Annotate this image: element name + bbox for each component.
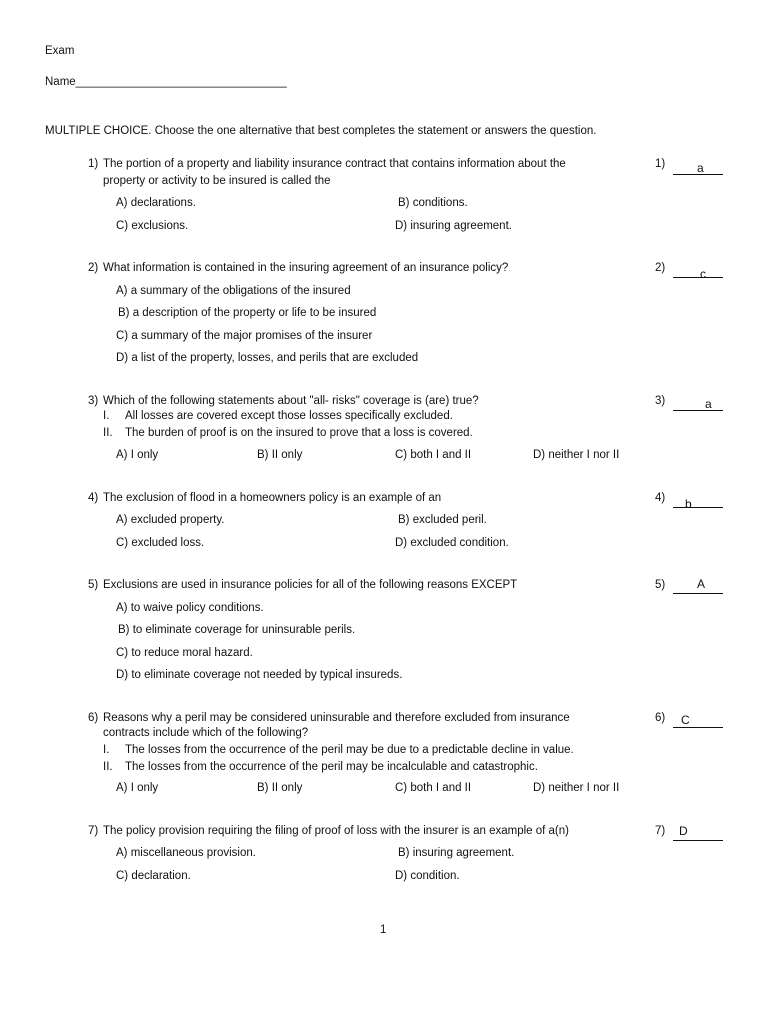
option-d: D) to eliminate coverage not needed by typical insureds.: [116, 669, 403, 681]
name-field-label: Name_________________________________: [45, 76, 287, 88]
option-b: B) to eliminate coverage for uninsurable perils.: [118, 624, 356, 636]
statement-text: The losses from the occurrence of the peril may be incalculable and catastrophic.: [125, 761, 538, 773]
option-a: A) miscellaneous provision.: [116, 847, 256, 859]
option-d: D) insuring agreement.: [395, 220, 512, 232]
answer-number: 6): [655, 712, 666, 724]
option-d: D) a list of the property, losses, and perils that are excluded: [116, 352, 419, 364]
option-c: C) exclusions.: [116, 220, 189, 232]
option-c: C) declaration.: [116, 870, 191, 882]
answer-number: 7): [655, 825, 666, 837]
option-b: B) II only: [257, 449, 303, 461]
answer-number: 4): [655, 492, 666, 504]
answer-number: 1): [655, 158, 666, 170]
option-a: A) I only: [116, 782, 159, 794]
answer-value: D: [679, 824, 688, 838]
exam-label: Exam: [45, 45, 75, 57]
option-c: C) both I and II: [395, 782, 472, 794]
question-number: 3): [88, 395, 99, 407]
option-a: A) to waive policy conditions.: [116, 602, 264, 614]
option-b: B) excluded peril.: [398, 514, 487, 526]
instructions: MULTIPLE CHOICE. Choose the one alternative that best completes the statement or answers the question.: [45, 125, 597, 137]
question-text: Exclusions are used in insurance policies for all of the following reasons EXCEPT: [103, 579, 518, 591]
answer-value: C: [681, 713, 690, 727]
option-d: D) condition.: [395, 870, 460, 882]
answer-value: a: [697, 161, 704, 175]
question-text: Which of the following statements about "all- risks" coverage is (are) true?: [103, 395, 479, 407]
question-text: The portion of a property and liability insurance contract that contains information about the: [103, 158, 566, 170]
answer-blank: [673, 495, 723, 511]
question-text: Reasons why a peril may be considered uninsurable and therefore excluded from insurance: [103, 712, 570, 724]
option-d: D) neither I nor II: [533, 449, 620, 461]
option-a: A) excluded property.: [116, 514, 225, 526]
question-number: 5): [88, 579, 99, 591]
question-text: What information is contained in the insuring agreement of an insurance policy?: [103, 262, 509, 274]
option-d: D) excluded condition.: [395, 537, 509, 549]
option-a: A) declarations.: [116, 197, 196, 209]
answer-blank: [673, 715, 723, 728]
answer-number: 5): [655, 579, 666, 591]
answer-value: A: [697, 577, 706, 591]
answer-number: 2): [655, 262, 666, 274]
option-c: C) to reduce moral hazard.: [116, 647, 253, 659]
answer-blank: [673, 577, 723, 594]
answer-value: a: [705, 397, 712, 411]
option-b: B) a description of the property or life to be insured: [118, 307, 377, 319]
option-c: C) excluded loss.: [116, 537, 205, 549]
statement-text: All losses are covered except those losses specifically excluded.: [125, 410, 453, 422]
statement-number: II.: [103, 761, 113, 773]
question-text: property or activity to be insured is called the: [103, 175, 331, 187]
question-text: contracts include which of the following?: [103, 727, 309, 739]
answer-value: c: [700, 267, 706, 281]
statement-number: I.: [103, 410, 110, 422]
statement-number: II.: [103, 427, 113, 439]
answer-blank: [673, 162, 723, 175]
answer-number: 3): [655, 395, 666, 407]
question-text: The policy provision requiring the filing of proof of loss with the insurer is an example of a(n): [103, 825, 569, 837]
statement-number: I.: [103, 744, 110, 756]
option-d: D) neither I nor II: [533, 782, 620, 794]
question-number: 4): [88, 492, 99, 504]
option-b: B) II only: [257, 782, 303, 794]
answer-blank: [673, 824, 723, 841]
option-c: C) a summary of the major promises of the insurer: [116, 330, 373, 342]
option-a: A) a summary of the obligations of the insured: [116, 285, 351, 297]
question-number: 6): [88, 712, 99, 724]
answer-value: b: [685, 497, 692, 511]
answer-blank: [673, 398, 723, 411]
question-number: 7): [88, 825, 99, 837]
statement-text: The losses from the occurrence of the peril may be due to a predictable decline in value.: [125, 744, 574, 756]
question-number: 1): [88, 158, 99, 170]
option-b: B) insuring agreement.: [398, 847, 515, 859]
answer-blank: [673, 265, 723, 281]
option-c: C) both I and II: [395, 449, 472, 461]
option-a: A) I only: [116, 449, 159, 461]
question-number: 2): [88, 262, 99, 274]
question-text: The exclusion of flood in a homeowners policy is an example of an: [103, 492, 442, 504]
option-b: B) conditions.: [398, 197, 468, 209]
statement-text: The burden of proof is on the insured to prove that a loss is covered.: [125, 427, 473, 439]
page-number: 1: [380, 924, 387, 936]
